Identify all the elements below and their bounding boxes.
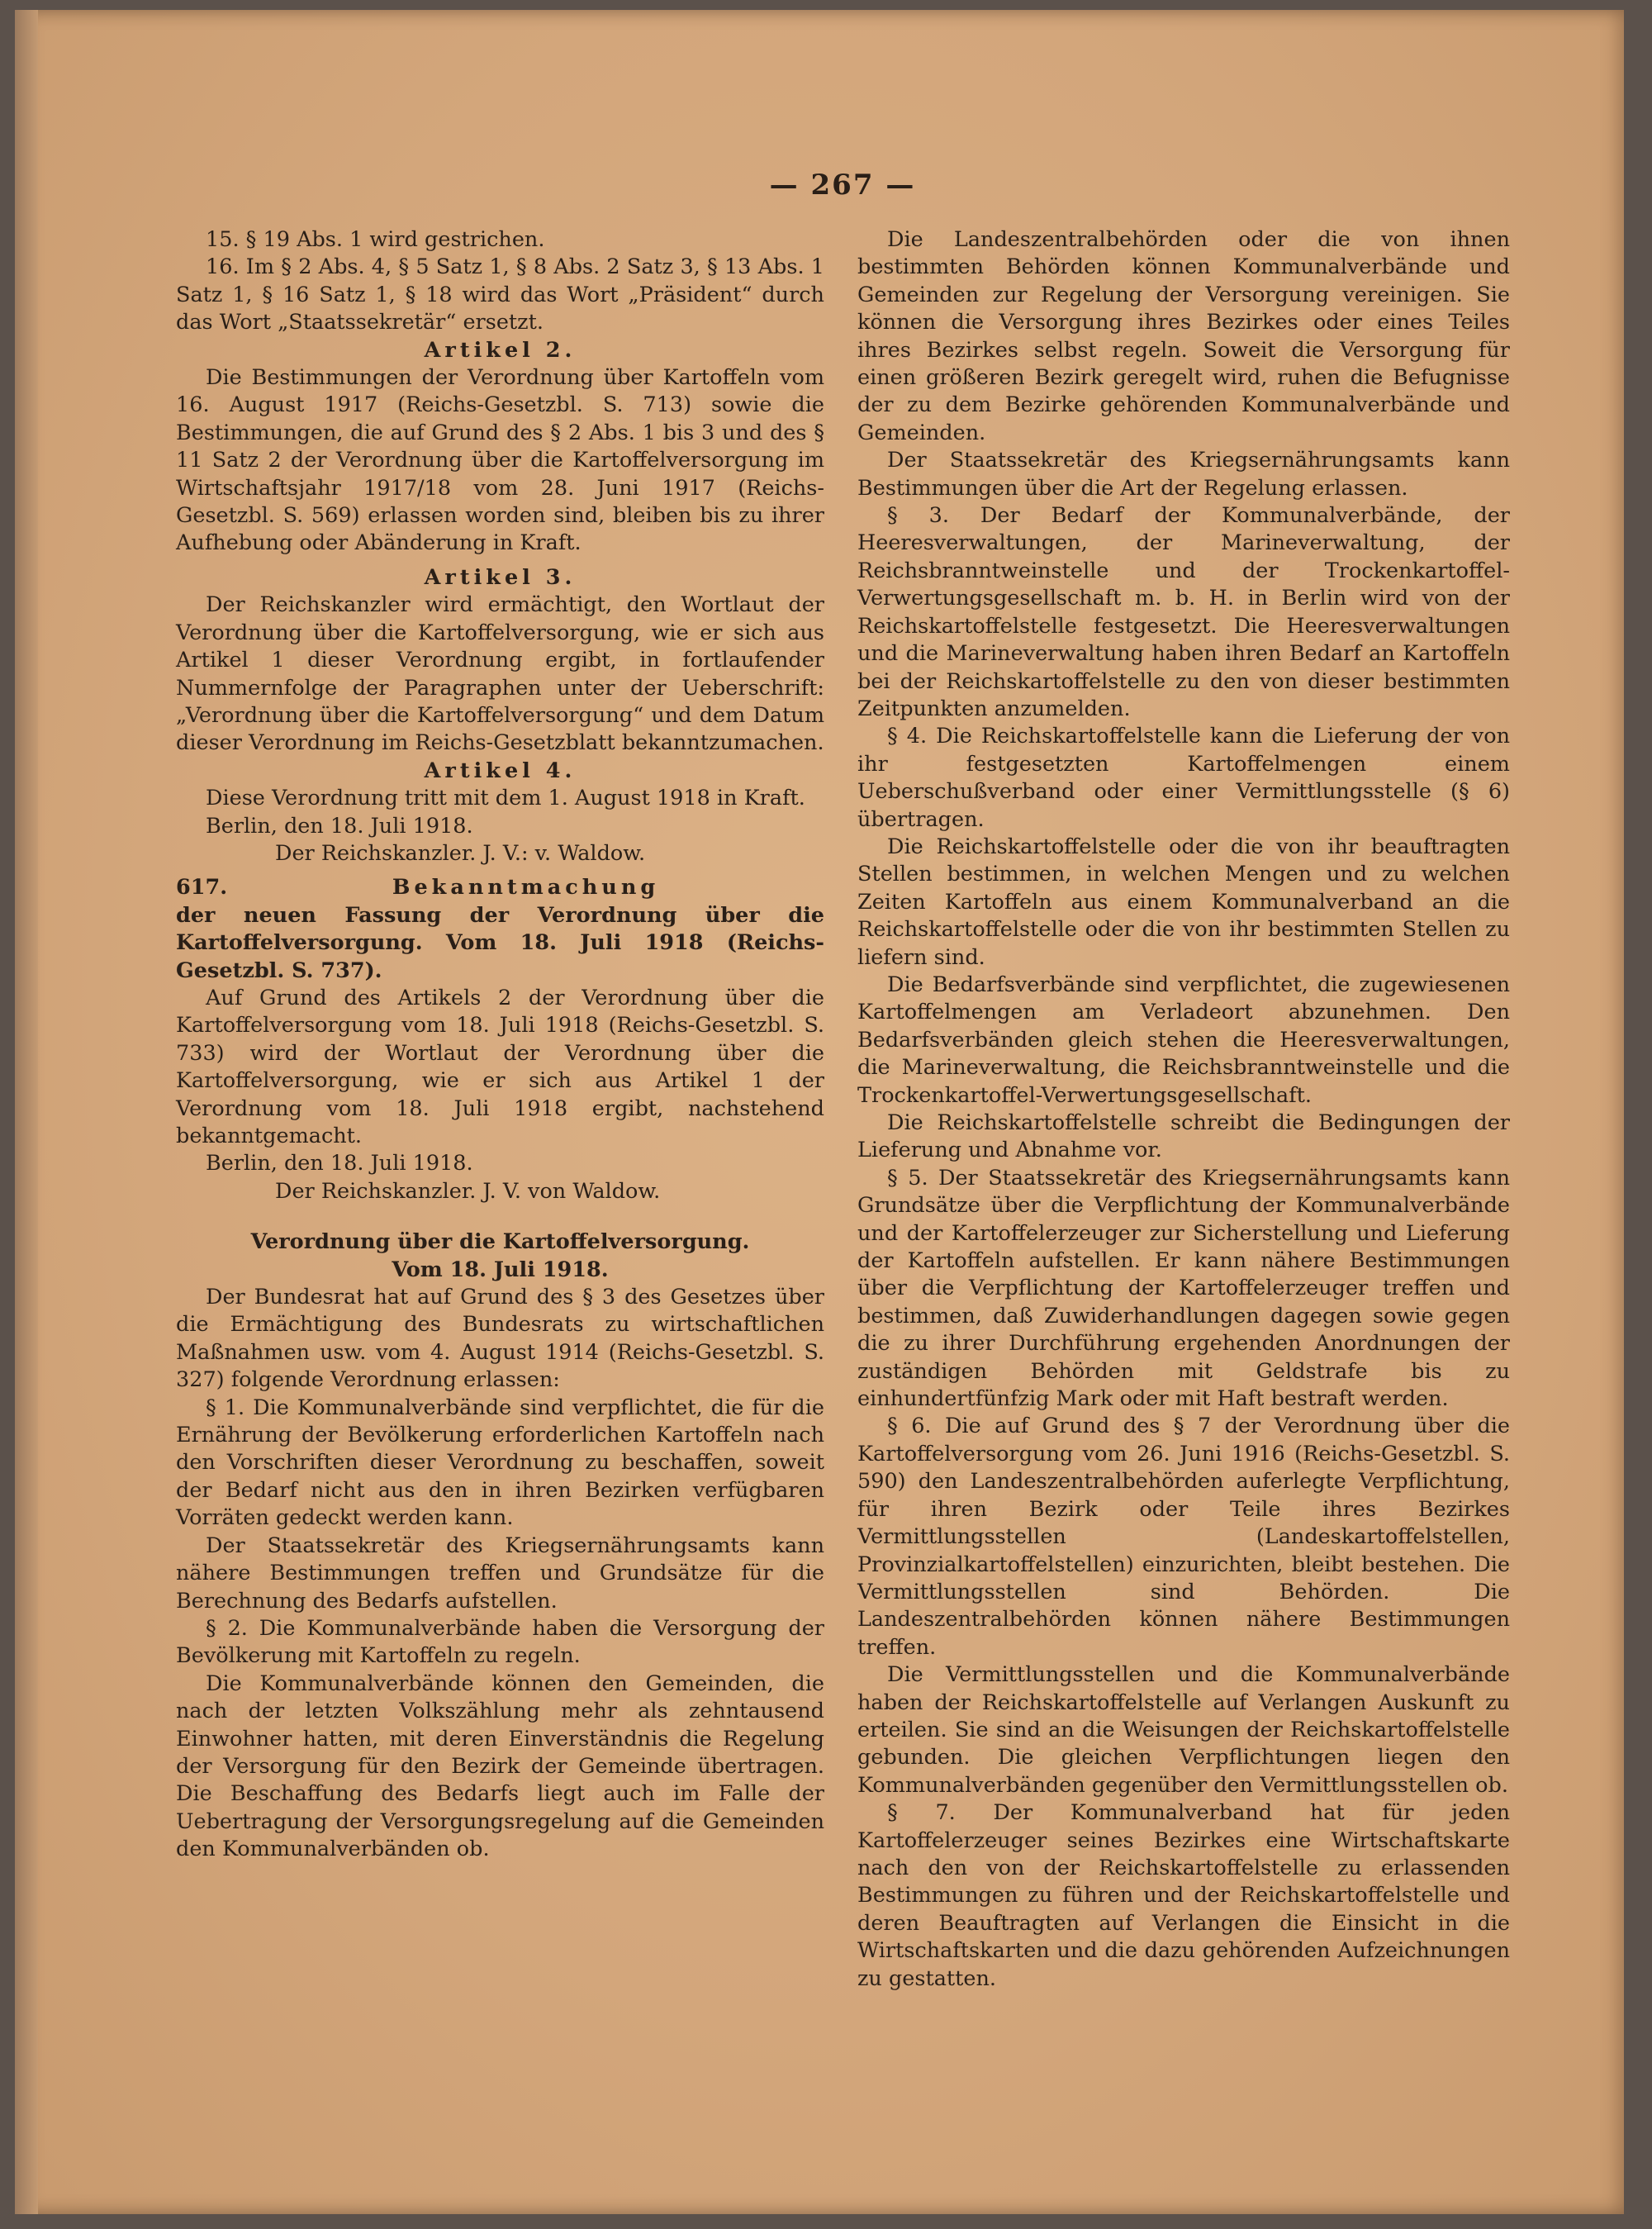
paragraph: Die Reichskartoffelstelle schreibt die Bedingungen der Lieferung und Abnahme vor. <box>857 1110 1510 1163</box>
paragraph: 16. Im § 2 Abs. 4, § 5 Satz 1, § 8 Abs. 2 Satz 3, § 13 Abs. 1 Satz 1, § 16 Satz 1, § 18 wird das Wort „Präsident“ durch das Wort „Staatssekretär“ ersetzt. <box>176 254 824 335</box>
paragraph: 15. § 19 Abs. 1 wird gestrichen. <box>206 227 545 252</box>
paragraph: Der Staatssekretär des Kriegsernährungsamts kann Bestimmungen über die Art der Regelung erlassen. <box>857 448 1510 501</box>
article-heading: Artikel 3. <box>424 564 577 590</box>
article-heading: Artikel 4. <box>424 758 577 783</box>
signature-line: Der Reichskanzler. J. V.: v. Waldow. <box>275 840 646 866</box>
page-spine <box>15 10 38 2214</box>
signature-line: Der Reichskanzler. J. V. von Waldow. <box>275 1178 661 1204</box>
section-1: § 1. Die Kommunalverbände sind verpflichtet, die für die Ernährung der Bevölkerung erforderlichen Kartoffeln nach den Vorschriften dieser Verordnung zu beschaffen, soweit der Bedarf nicht aus den in ihren Bezirken verfügbaren Vorräten gedeckt werden kann. <box>176 1395 824 1531</box>
paragraph: Diese Verordnung tritt mit dem 1. August 1918 in Kraft. <box>206 786 805 811</box>
paragraph: Der Reichskanzler wird ermächtigt, den Wortlaut der Verordnung über die Kartoffelversorgung, wie er sich aus Artikel 1 dieser Verordnung ergibt, in fortlaufender Nummernfolge der Paragraphen unter der Ueberschrift: „Verordnung über die Kartoffelversorgung“ und dem Datum dieser Verordnung im Reichs-Gesetzblatt bekanntzumachen. <box>176 592 824 756</box>
paragraph: Die Bestimmungen der Verordnung über Kartoffeln vom 16. August 1917 (Reichs-Gesetzbl. S. 713) sowie die Bestimmungen, die auf Grund des § 2 Abs. 1 bis 3 und des § 11 Satz 2 der Verordnung über die Kartoffelversorgung im Wirtschaftsjahr 1917/18 vom 28. Juni 1917 (Reichs-Gesetzbl. S. 569) erlassen worden sind, bleiben bis zu ihrer Aufhebung oder Abänderung in Kraft. <box>176 365 824 556</box>
announcement-heading <box>176 874 824 901</box>
section-4: § 4. Die Reichskartoffelstelle kann die Lieferung der von ihr festgesetzten Kartoffelmengen einem Ueberschußverband oder einer Vermittlungsstelle (§ 6) übertragen. <box>857 724 1510 832</box>
paragraph: Die Landeszentralbehörden oder die von ihnen bestimmten Behörden können Kommunalverbände und Gemeinden zur Regelung der Versorgung vereinigen. Sie können die Versorgung ihres Bezirkes oder eines Teiles ihres Bezirkes selbst regeln. Soweit die Versorgung für einen größeren Bezirk geregelt wird, ruhen die Befugnisse der zu dem Bezirke gehörenden Kommunalverbände und Gemeinden. <box>857 227 1510 445</box>
announcement-number: 617. <box>176 875 228 901</box>
section-2: § 2. Die Kommunalverbände haben die Versorgung der Bevölkerung mit Kartoffeln zu regeln. <box>176 1615 824 1669</box>
ordinance-title: Verordnung über die Kartoffelversorgung. <box>250 1229 750 1255</box>
announcement-subtitle: der neuen Fassung der Verordnung über die Kartoffelversorgung. Vom 18. Juli 1918 (Reichs-Gesetzbl. S. 737). <box>176 902 824 983</box>
paragraph: Der Bundesrat hat auf Grund des § 3 des Gesetzes über die Ermächtigung des Bundesrats zu wirtschaftlichen Maßnahmen usw. vom 4. August 1914 (Reichs-Gesetzbl. S. 327) folgende Verordnung erlassen: <box>176 1285 824 1393</box>
ordinance-date: Vom 18. Juli 1918. <box>392 1257 609 1282</box>
left-column <box>176 226 824 1864</box>
announcement-title: Bekanntmachung <box>392 875 660 901</box>
right-column <box>857 226 1510 1993</box>
paragraph: Die Bedarfsverbände sind verpflichtet, die zugewiesenen Kartoffelmengen am Verladeort abzunehmen. Den Bedarfsverbänden gleich stehen die Heeresverwaltungen, die Marineverwaltung, die Reichsbranntweinstelle und die Trockenkartoffel-Verwertungsgesellschaft. <box>857 972 1510 1108</box>
article-heading: Artikel 2. <box>424 337 577 363</box>
paragraph: Die Kommunalverbände können den Gemeinden, die nach der letzten Volkszählung mehr als zehntausend Einwohner hatten, mit deren Einverständnis die Regelung der Versorgung für den Bezirk der Gemeinde übertragen. Die Beschaffung des Bedarfs liegt auch im Falle der Uebertragung der Versorgungsregelung auf die Gemeinden den Kommunalverbänden ob. <box>176 1671 824 1862</box>
date-line: Berlin, den 18. Juli 1918. <box>206 1151 473 1176</box>
paragraph: Die Reichskartoffelstelle oder die von ihr beauftragten Stellen bestimmen, in welchen Mengen und zu welchen Zeiten Kartoffeln aus einem Kommunalverband an die Reichskartoffelstelle oder die von ihr bestimmten Stellen zu liefern sind. <box>857 834 1510 970</box>
paragraph: Der Staatssekretär des Kriegsernährungsamts kann nähere Bestimmungen treffen und Grundsätze für die Berechnung des Bedarfs aufstellen. <box>176 1533 824 1614</box>
date-line: Berlin, den 18. Juli 1918. <box>206 813 473 839</box>
section-6: § 6. Die auf Grund des § 7 der Verordnung über die Kartoffelversorgung vom 26. Juni 1916 (Reichs-Gesetzbl. S. 590) den Landeszentralbehörden auferlegte Verpflichtung, für ihren Bezirk oder Teile ihres Bezirkes Vermittlungsstellen (Landeskartoffelstellen, Provinzialkartoffelstellen) einzurichten, bleibt bestehen. Die Vermittlungsstellen sind Behörden. Die Landeszentralbehörden können nähere Bestimmungen treffen. <box>857 1414 1510 1660</box>
section-7: § 7. Der Kommunalverband hat für jeden Kartoffelerzeuger seines Bezirkes eine Wirtschaftskarte nach den von der Reichskartoffelstelle zu erlassenden Bestimmungen zu führen und der Reichskartoffelstelle und deren Beauftragten auf Verlangen die Einsicht in die Wirtschaftskarten und die dazu gehörenden Aufzeichnungen zu gestatten. <box>857 1800 1510 1991</box>
paragraph: Die Vermittlungsstellen und die Kommunalverbände haben der Reichskartoffelstelle auf Verlangen Auskunft zu erteilen. Sie sind an die Weisungen der Reichskartoffelstelle gebunden. Die gleichen Verpflichtungen liegen den Kommunalverbänden gegenüber den Vermittlungsstellen ob. <box>857 1662 1510 1798</box>
document-page <box>15 10 1624 2214</box>
section-5: § 5. Der Staatssekretär des Kriegsernährungsamts kann Grundsätze über die Verpflichtung der Kommunalverbände und der Kartoffelerzeuger zur Sicherstellung und Lieferung der Kartoffeln aufstellen. Er kann nähere Bestimmungen über die Verpflichtung der Kartoffelerzeuger treffen und bestimmen, daß Zuwiderhandlungen dagegen sowie gegen die zu ihrer Durchführung ergehenden Anordnungen der zuständigen Behörden mit Geldstrafe bis zu einhundertfünfzig Mark oder mit Haft bestraft werden. <box>857 1165 1510 1412</box>
paragraph: Auf Grund des Artikels 2 der Verordnung über die Kartoffelversorgung vom 18. Juli 1918 (Reichs-Gesetzbl. S. 733) wird der Wortlaut der Verordnung über die Kartoffelversorgung, wie er sich aus Artikel 1 der Verordnung vom 18. Juli 1918 ergibt, nachstehend bekanntgemacht. <box>176 985 824 1148</box>
section-3: § 3. Der Bedarf der Kommunalverbände, der Heeresverwaltungen, der Marineverwaltung, der Reichsbranntweinstelle und der Trockenkartoffel-Verwertungsgesellschaft m. b. H. in Berlin wird von der Reichskartoffelstelle festgesetzt. Die Heeresverwaltungen und die Marineverwaltung haben ihren Bedarf an Kartoffeln bei der Reichskartoffelstelle zu den von dieser bestimmten Zeitpunkten anzumelden. <box>857 503 1510 721</box>
page-number: — 267 — <box>769 169 916 202</box>
